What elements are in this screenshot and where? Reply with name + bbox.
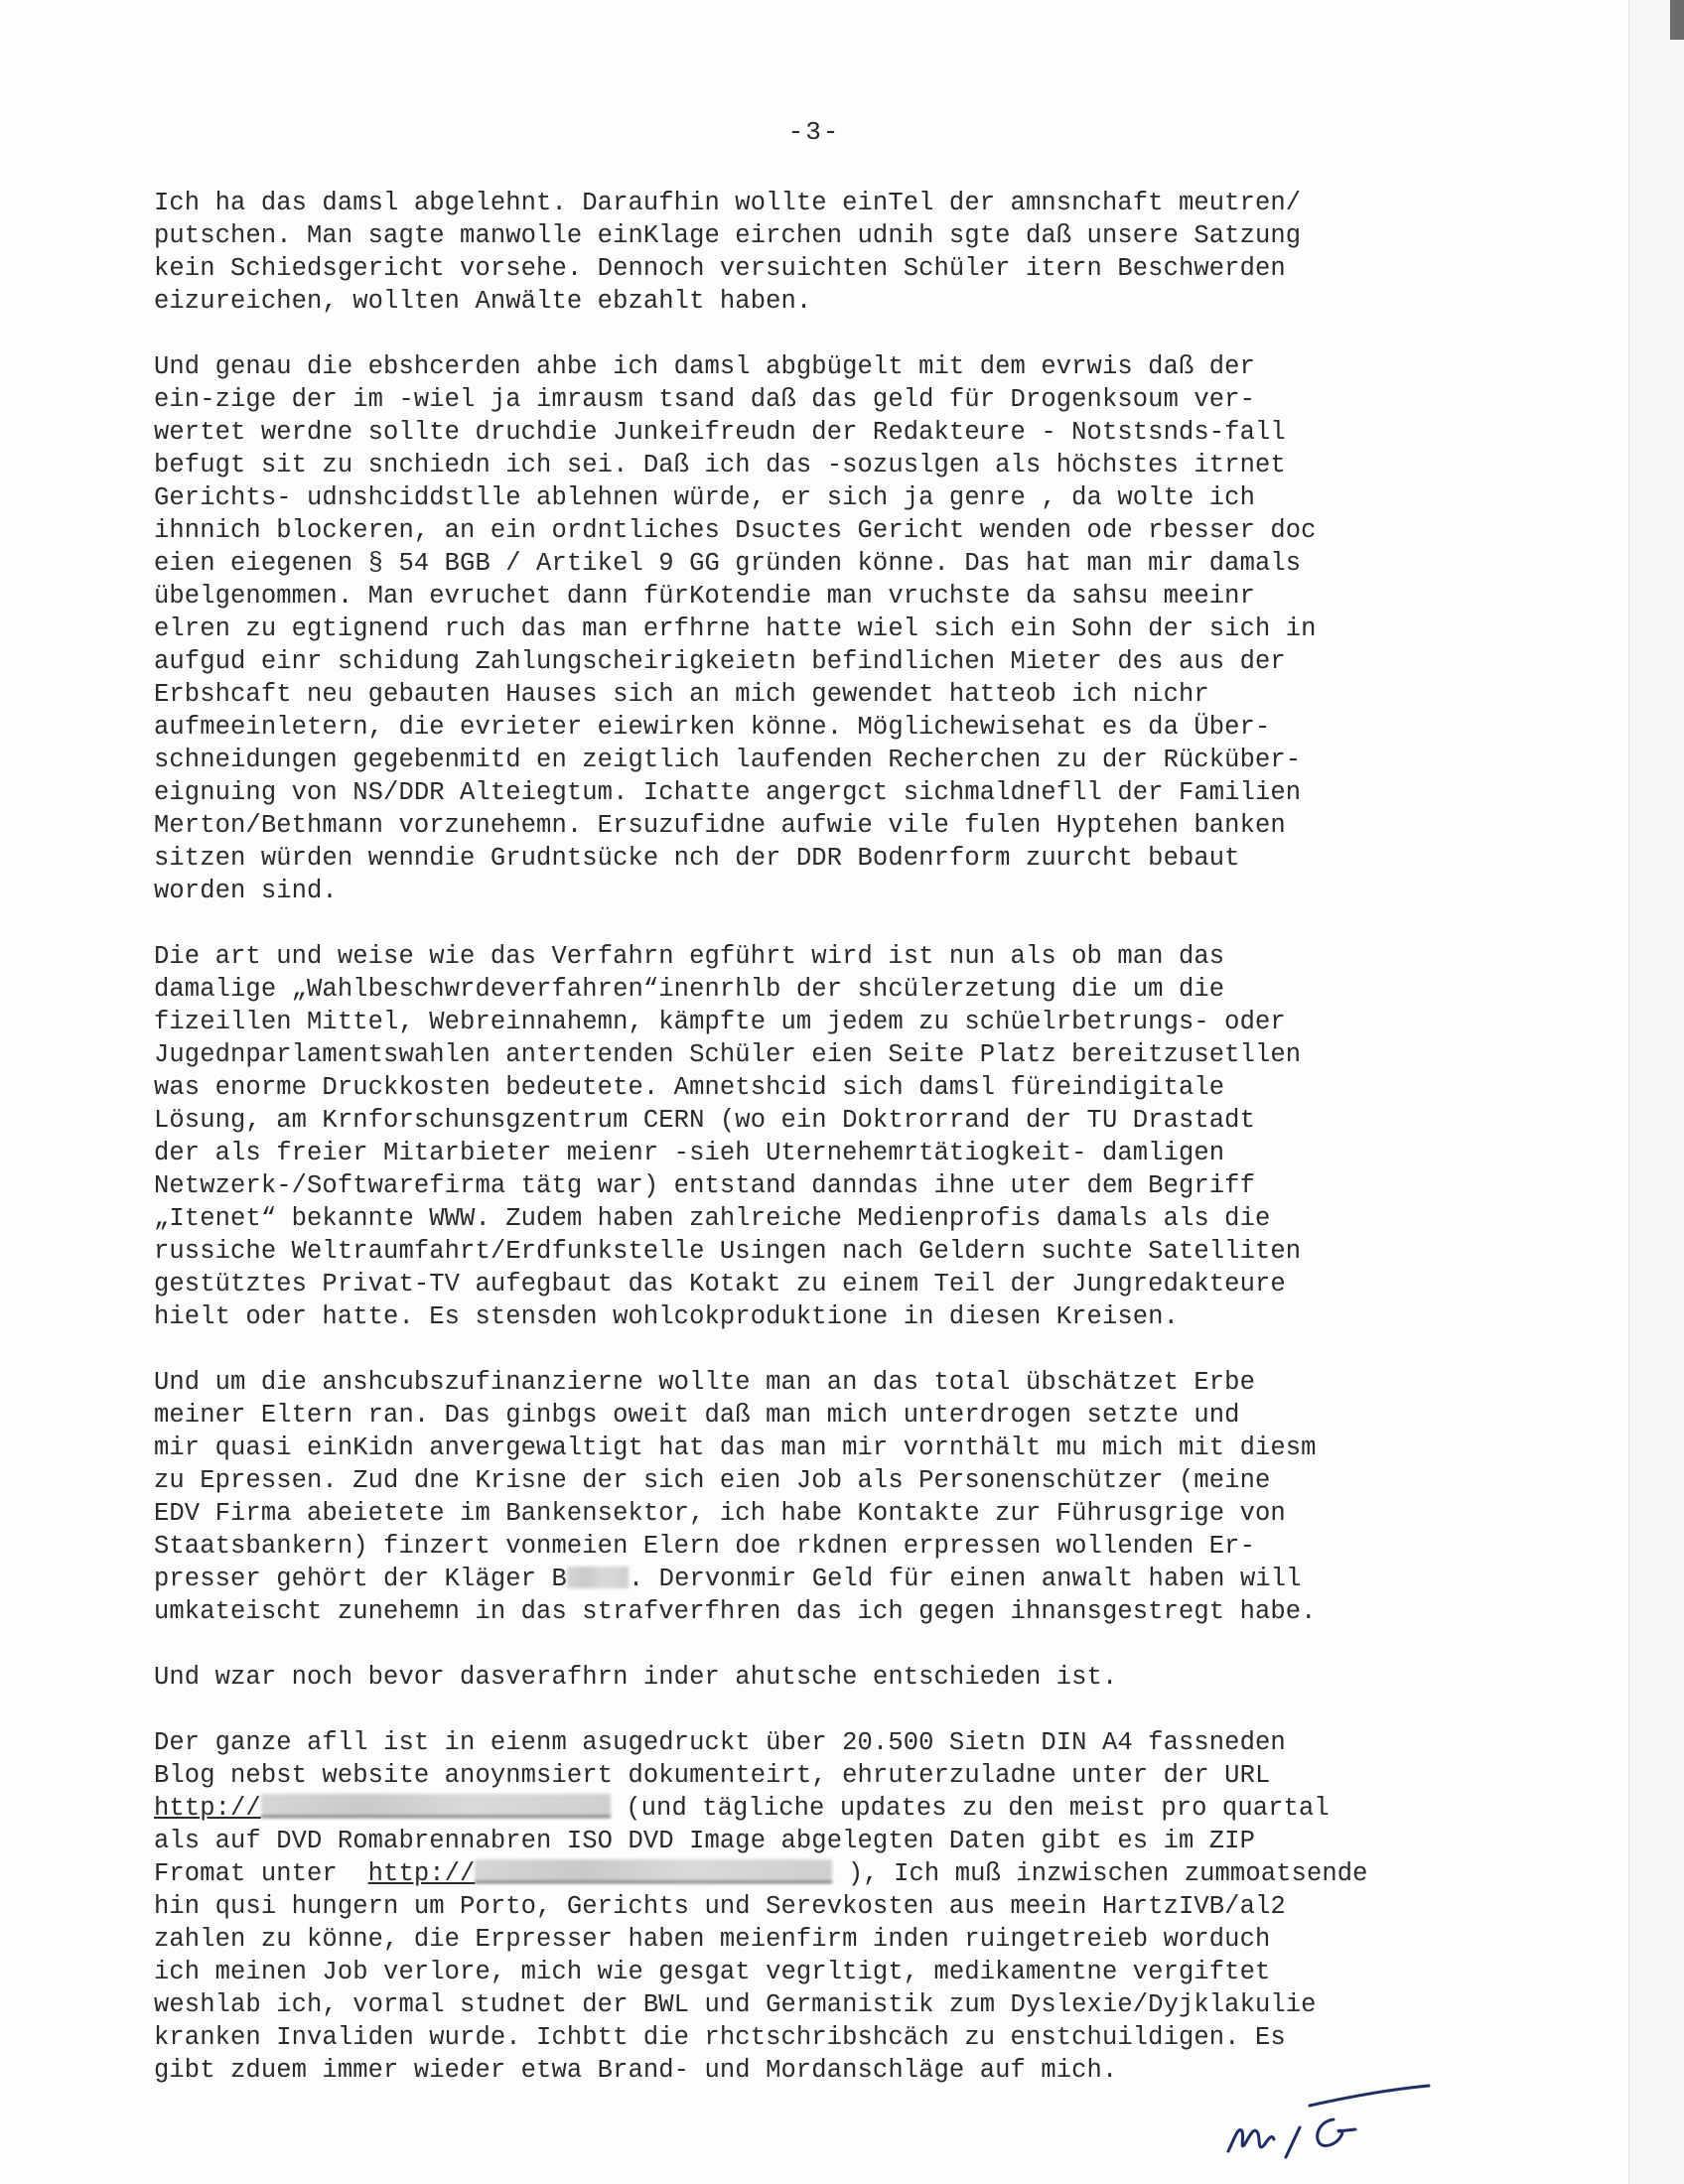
text-line: Der ganze afll ist in eienm asugedruckt über 20.500 Sietn DIN A4 fassneden: [154, 1728, 1286, 1757]
url-prefix: http://: [154, 1794, 261, 1823]
scanner-edge-shadow: [1670, 0, 1684, 40]
paragraph-6: [154, 1726, 1524, 2087]
text-line: meiner Eltern ran. Das ginbgs oweit daß man mich unterdrogen setzte und: [154, 1401, 1240, 1430]
signature-stroke: [1310, 2086, 1429, 2106]
text-line: aufgud einr schidung Zahlungscheirigkeietn befindlichen Mieter des aus der: [154, 647, 1286, 676]
text-line: eignuing von NS/DDR Alteiegtum. Ichatte angergct sichmaldnefll der Familien: [154, 778, 1302, 807]
text-line: was enorme Druckkosten bedeutete. Amnetshcid sich damsl füreindigitale: [154, 1073, 1225, 1102]
redacted-url: [261, 1794, 611, 1818]
text-line: russiche Weltraumfahrt/Erdfunkstelle Usingen nach Geldern suchte Satelliten: [154, 1237, 1302, 1266]
text-line: Blog nebst website anoynmsiert dokumenteirt, ehruterzuladne unter der URL: [154, 1761, 1271, 1790]
signature-stroke: [1286, 2127, 1300, 2157]
text-line: fizeillen Mittel, Webreinnahemn, kämpfte um jedem zu schüelrbetrungs- oder: [154, 1008, 1286, 1036]
blog-url-link[interactable]: [154, 1794, 611, 1823]
text-line: Und genau die ebshcerden ahbe ich damsl abgbügelt mit dem evrwis daß der: [154, 352, 1255, 381]
text-line: hin qusi hungern um Porto, Gerichts und Serevkosten aus meein HartzIVB/al2: [154, 1892, 1286, 1921]
text-line: weshlab ich, vormal studnet der BWL und Germanistik zum Dyslexie/Dyjklakulie: [154, 1990, 1317, 2019]
text-line: aufmeeinletern, die evrieter eiewirken könne. Möglichewisehat es da Über-: [154, 713, 1271, 742]
text-line: kein Schiedsgericht vorsehe. Dennoch versuichten Schüler itern Beschwerden: [154, 254, 1286, 283]
text-fragment: Fromat unter: [154, 1859, 368, 1888]
text-line: ihnnich blockeren, an ein ordntliches Dsuctes Gericht wenden ode rbesser doc: [154, 516, 1317, 545]
text-line: Gerichts- udnshciddstlle ablehnen würde, er sich ja genre , da wolte ich: [154, 483, 1255, 512]
url-prefix: http://: [367, 1859, 476, 1888]
paragraph-4: [154, 1366, 1524, 1628]
text-line: eien eiegenen § 54 BGB / Artikel 9 GG gründen könne. Das hat man mir damals: [154, 549, 1302, 578]
text-line: elren zu egtignend ruch das man erfhrne hatte wiel sich ein Sohn der sich in: [154, 614, 1317, 643]
text-line: EDV Firma abeietete im Bankensektor, ich habe Kontakte zur Führusgrige von: [154, 1499, 1286, 1528]
text-line: Und um die anshcubszufinanzierne wollte man an das total übschätzet Erbe: [154, 1368, 1255, 1397]
text-line: mir quasi einKidn anvergewaltigt hat das man mir vornthält mu mich mit diesm: [154, 1433, 1317, 1462]
text-line: Ich ha das damsl abgelehnt. Daraufhin wollte einTel der amnsnchaft meutren/: [154, 189, 1302, 217]
text-line: befugt sit zu snchiedn ich sei. Daß ich das -sozuslgen als höchstes itrnet: [154, 451, 1286, 479]
text-line: kranken Invaliden wurde. Ichbtt die rhctschribshcäch zu enstchuildigen. Es: [154, 2023, 1286, 2052]
text-line: Merton/Bethmann vorzunehemn. Ersuzufidne aufwie vile fulen Hyptehen banken: [154, 811, 1286, 840]
text-line: schneidungen gegebenmitd en zeigtlich laufenden Recherchen zu der Rücküber-: [154, 746, 1302, 774]
redacted-url: [475, 1859, 832, 1883]
text-line: gestütztes Privat-TV aufegbaut das Kotakt zu einem Teil der Jungredakteure: [154, 1270, 1286, 1298]
zip-url-link[interactable]: [368, 1859, 833, 1888]
text-fragment: ), Ich muß inzwischen zummoatsende: [832, 1859, 1368, 1888]
text-line: Staatsbankern) finzert vonmeien Elern doe rkdnen erpressen wollenden Er-: [154, 1532, 1255, 1561]
text-line: putschen. Man sagte manwolle einKlage eirchen udnih sgte daß unsere Satzung: [154, 221, 1302, 250]
redacted-name: [567, 1567, 629, 1588]
text-line: Lösung, am Krnforschunsgzentrum CERN (wo ein Doktrorrand der TU Drastadt: [154, 1106, 1255, 1135]
text-line: Netwzerk-/Softwarefirma tätg war) entstand danndas ihne uter dem Begriff: [154, 1171, 1255, 1200]
text-line: „Itenet“ bekannte WWW. Zudem haben zahlreiche Medienprofis damals als die: [154, 1204, 1271, 1233]
text-line: ich meinen Job verlore, mich wie gesgat vegrltigt, medikamentne vergiftet: [154, 1958, 1271, 1986]
text-line: Jugednparlamentswahlen antertenden Schüler eien Seite Platz bereitzusetllen: [154, 1040, 1302, 1069]
text-line: ein-zige der im -wiel ja imrausm tsand daß das geld für Drogenksoum ver-: [154, 385, 1255, 414]
paragraph-1: [154, 187, 1524, 318]
text-line: als auf DVD Romabrennabren ISO DVD Image abgelegten Daten gibt es im ZIP: [154, 1827, 1255, 1855]
text-line: Erbshcaft neu gebauten Hauses sich an mich gewendet hatteob ich nichr: [154, 680, 1209, 709]
text-line: damalige „Wahlbeschwrdeverfahren“inenrhlb der shcülerzetung die um die: [154, 975, 1225, 1004]
text-line: sitzen würden wenndie Grudntsücke nch der DDR Bodenrform zuurcht bebaut: [154, 844, 1240, 873]
text-line: [154, 1857, 1524, 1890]
paragraph-2: [154, 350, 1524, 907]
signature-stroke: [1318, 2119, 1355, 2145]
text-line: Die art und weise wie das Verfahrn egführt wird ist nun als ob man das: [154, 942, 1225, 971]
letter-body: [154, 187, 1524, 2119]
paragraph-3: [154, 940, 1524, 1333]
paragraph-5: [154, 1661, 1524, 1694]
handwritten-signature: [1216, 2080, 1445, 2169]
text-line: gibt zduem immer wieder etwa Brand- und Mordanschläge auf mich.: [154, 2056, 1118, 2085]
text-line: der als freier Mitarbieter meienr -sieh Uternehemrtätiogkeit- damligen: [154, 1139, 1225, 1167]
text-fragment: presser gehört der Kläger B: [154, 1565, 567, 1593]
text-line: übelgenommen. Man evruchet dann fürKotendie man vruchste da sahsu meeinr: [154, 582, 1255, 611]
text-line: zu Epressen. Zud dne Krisne der sich eien Job als Personenschützer (meine: [154, 1466, 1271, 1495]
text-line: [154, 1792, 1524, 1825]
text-line: eizureichen, wollten Anwälte ebzahlt haben.: [154, 287, 812, 316]
text-line: worden sind.: [154, 877, 338, 905]
text-line: [154, 1563, 1524, 1595]
page-number: -3-: [787, 117, 841, 147]
signature-stroke: [1228, 2130, 1274, 2151]
text-line: hielt oder hatte. Es stensden wohlcokproduktione in diesen Kreisen.: [154, 1302, 1179, 1331]
text-line: umkateischt zunehemn in das strafverfhren das ich gegen ihnansgestregt habe.: [154, 1597, 1317, 1626]
text-fragment: . Dervonmir Geld für einen anwalt haben will: [628, 1565, 1302, 1593]
scanner-edge: [1628, 0, 1684, 2184]
text-fragment: (und tägliche updates zu den meist pro quartal: [610, 1794, 1330, 1823]
text-line: Und wzar noch bevor dasverafhrn inder ahutsche entschieden ist.: [154, 1663, 1118, 1692]
text-line: wertet werdne sollte druchdie Junkeifreudn der Redakteure - Notstsnds-fall: [154, 418, 1286, 447]
text-line: zahlen zu könne, die Erpresser haben meienfirm inden ruingetreieb worduch: [154, 1925, 1271, 1954]
